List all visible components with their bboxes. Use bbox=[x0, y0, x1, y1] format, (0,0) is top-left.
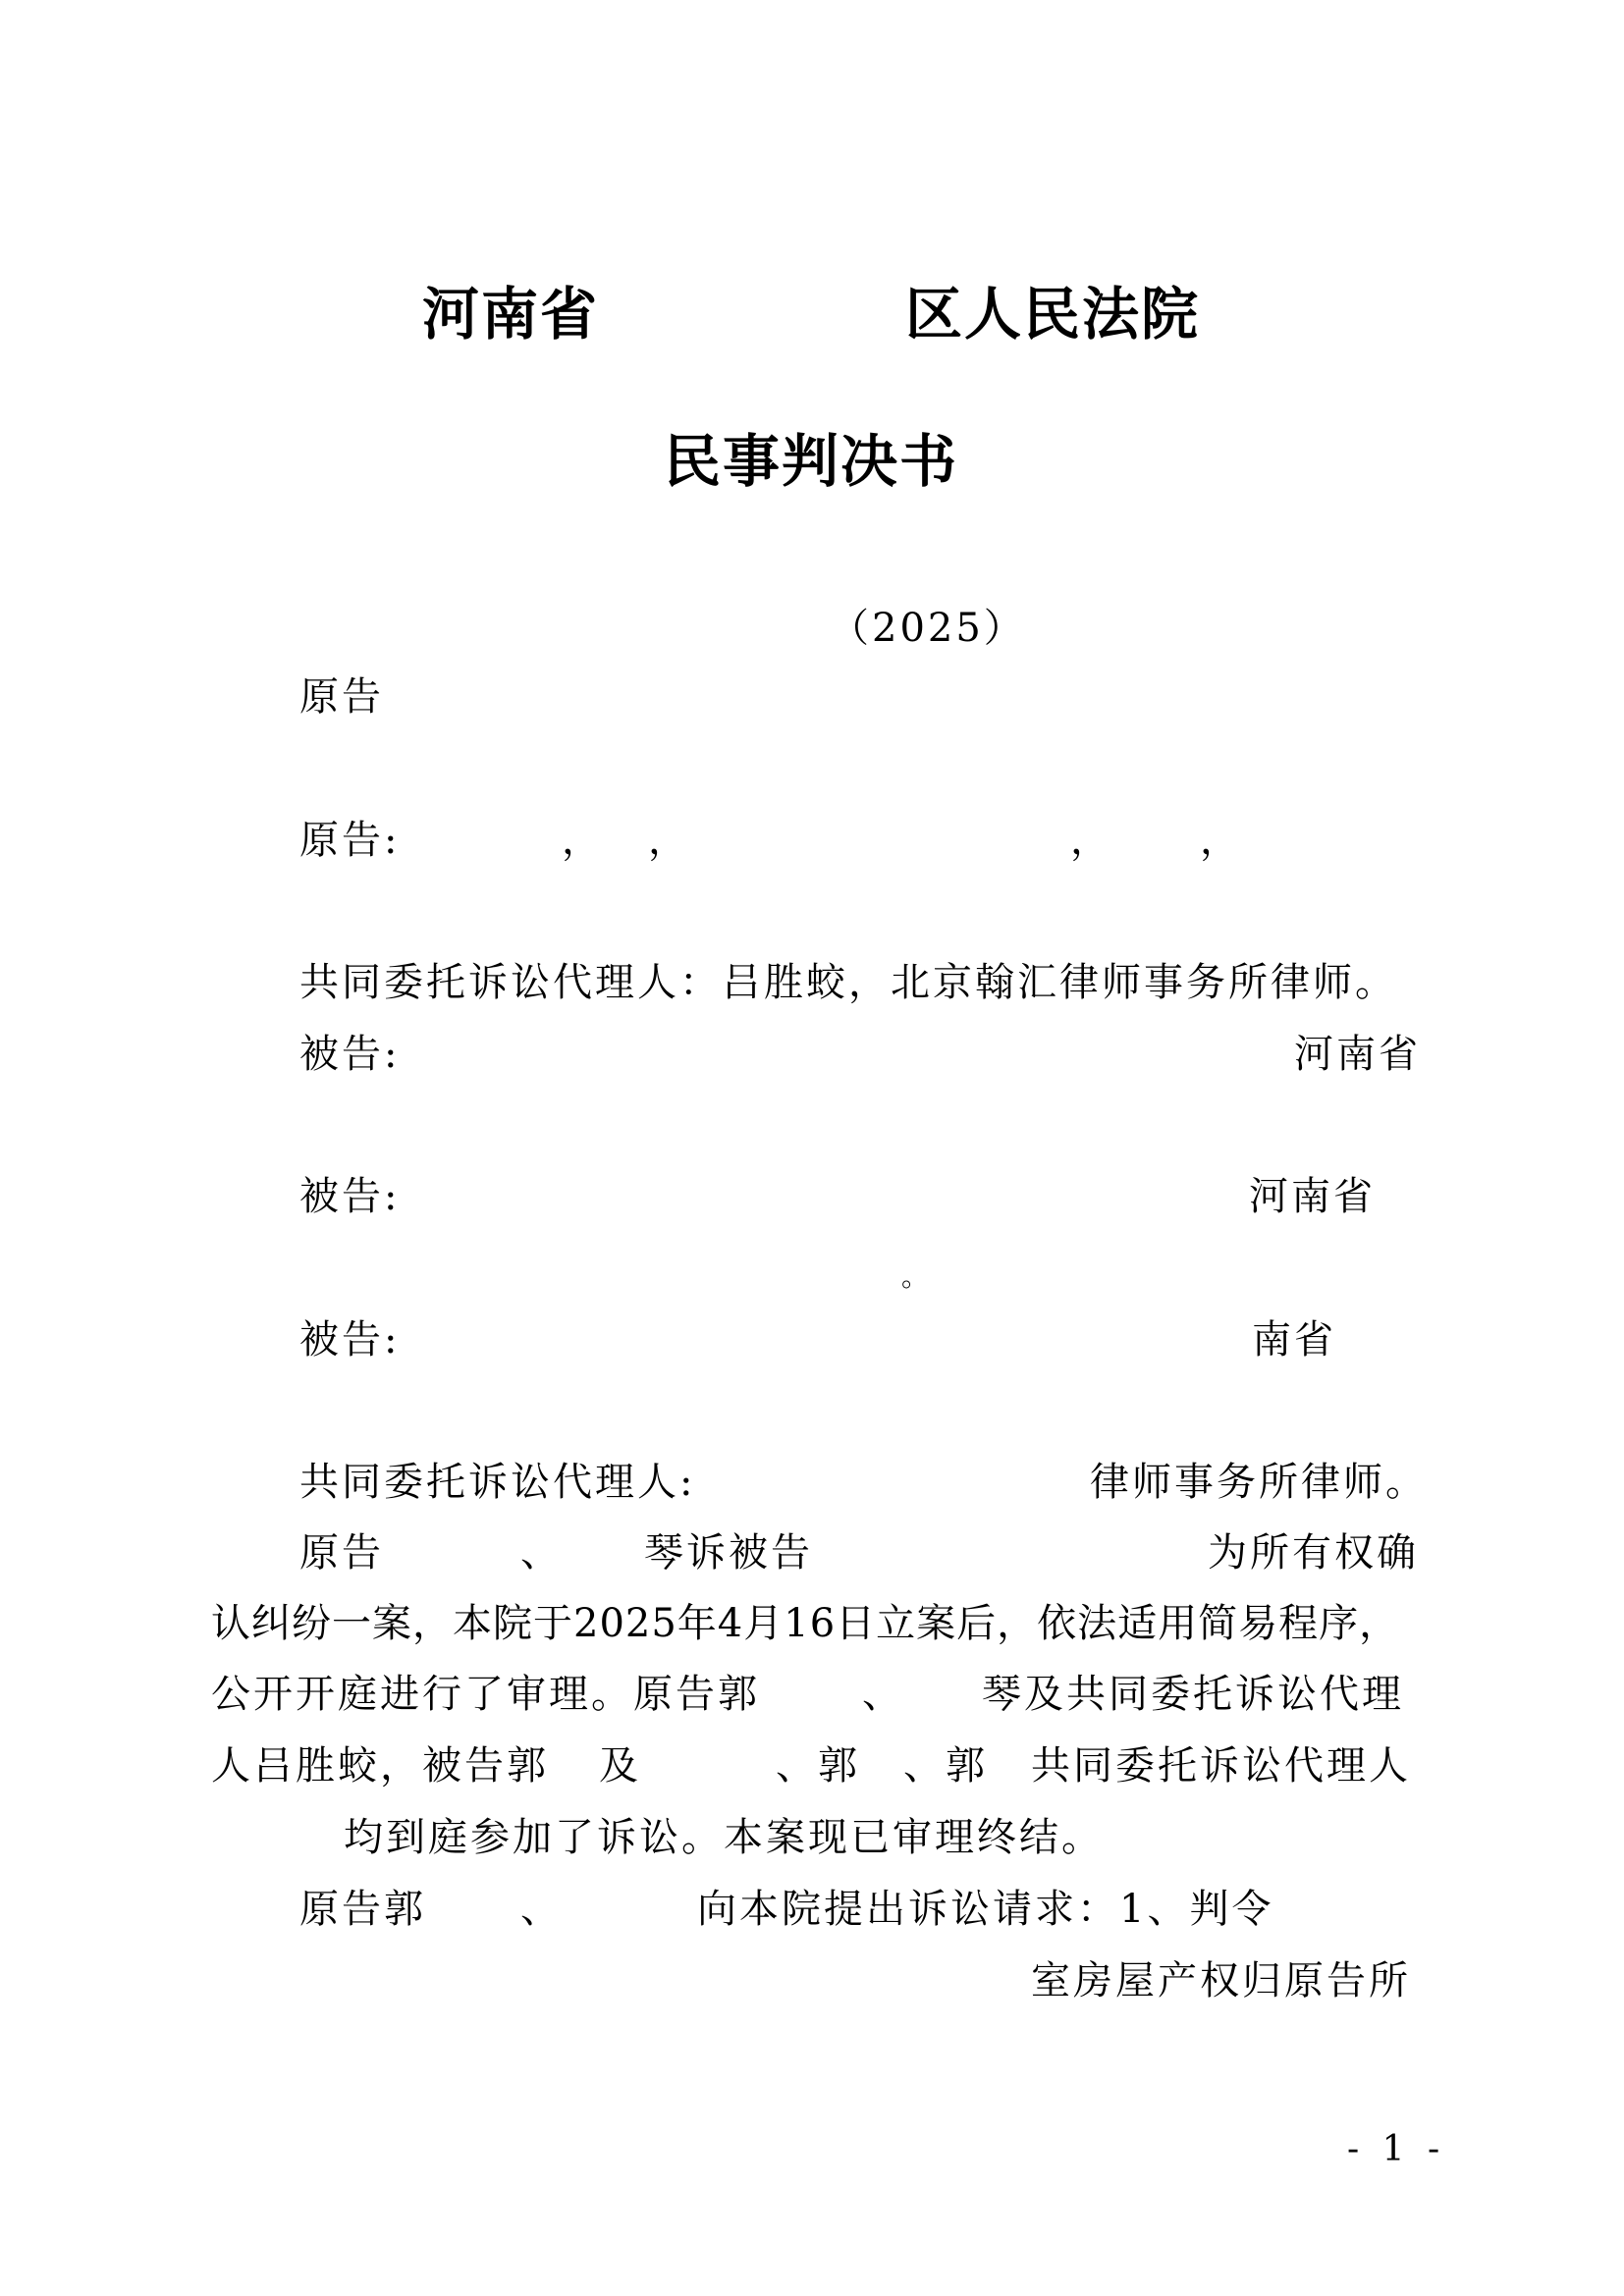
plaintiff-line-2-comma: ， bbox=[648, 818, 690, 863]
body-line-5: 均到庭参加了诉讼。本案现已审理终结。 bbox=[344, 1815, 1104, 1860]
body-line-1c: 琴诉被告 bbox=[644, 1530, 813, 1575]
document-type-title: 民事判决书 bbox=[664, 428, 959, 495]
body-line-1d: 为所有权确 bbox=[1208, 1530, 1419, 1575]
court-name-left: 河南省 bbox=[422, 281, 600, 347]
body-line-1a: 原告 bbox=[299, 1530, 384, 1575]
body-line-2: 认纠纷一案，本院于2025年4月16日立案后，依法适用简易程序， bbox=[211, 1601, 1400, 1646]
defendant-3-address: 南省 bbox=[1252, 1317, 1336, 1362]
joint-agent-2-label: 共同委托诉讼代理人: bbox=[299, 1460, 696, 1505]
court-name-right: 区人民法院 bbox=[905, 281, 1201, 347]
body-line-4e: 共同委托诉讼代理人 bbox=[1031, 1743, 1411, 1789]
body-line-4d: 、郭 bbox=[903, 1743, 988, 1789]
defendant-2-address: 河南省 bbox=[1249, 1174, 1376, 1219]
plaintiff-line-2-comma: ， bbox=[562, 818, 604, 863]
joint-agent-line: 共同委托诉讼代理人：吕胜蛟，北京翰汇律师事务所律师。 bbox=[299, 960, 1397, 1005]
body-line-6c: 向本院提出诉讼请求：1、判令 bbox=[697, 1887, 1274, 1932]
defendant-1-label: 被告: bbox=[299, 1032, 401, 1077]
plaintiff-line-2-comma: ， bbox=[1200, 818, 1242, 863]
defendant-2-label: 被告: bbox=[299, 1174, 401, 1219]
joint-agent-2-firm: 律师事务所律师。 bbox=[1090, 1460, 1428, 1505]
body-line-6a: 原告郭 bbox=[299, 1887, 426, 1932]
defendant-3-label: 被告: bbox=[299, 1317, 401, 1362]
body-line-1b: 、 bbox=[520, 1530, 563, 1575]
plaintiff-line-1: 原告 bbox=[299, 674, 384, 720]
body-line-4b: 及 bbox=[599, 1743, 641, 1789]
body-line-3a: 公开开庭进行了审理。原告郭 bbox=[211, 1672, 760, 1717]
body-line-7: 室房屋产权归原告所 bbox=[1031, 1958, 1411, 2003]
plaintiff-line-2-comma: ， bbox=[1070, 818, 1112, 863]
body-line-3c: 琴及共同委托诉讼代理 bbox=[982, 1672, 1404, 1717]
body-line-6b: 、 bbox=[520, 1887, 563, 1932]
defendant-2-end-mark: 。 bbox=[901, 1260, 933, 1293]
body-line-4c: 、郭 bbox=[776, 1743, 860, 1789]
plaintiff-line-2-label: 原告: bbox=[299, 818, 401, 863]
case-number: （2025） bbox=[830, 606, 1026, 651]
page-number: - 1 - bbox=[1347, 2129, 1446, 2169]
defendant-1-address: 河南省 bbox=[1294, 1032, 1421, 1077]
body-line-4a: 人吕胜蛟，被告郭 bbox=[211, 1743, 549, 1789]
body-line-3b: 、 bbox=[862, 1672, 904, 1717]
